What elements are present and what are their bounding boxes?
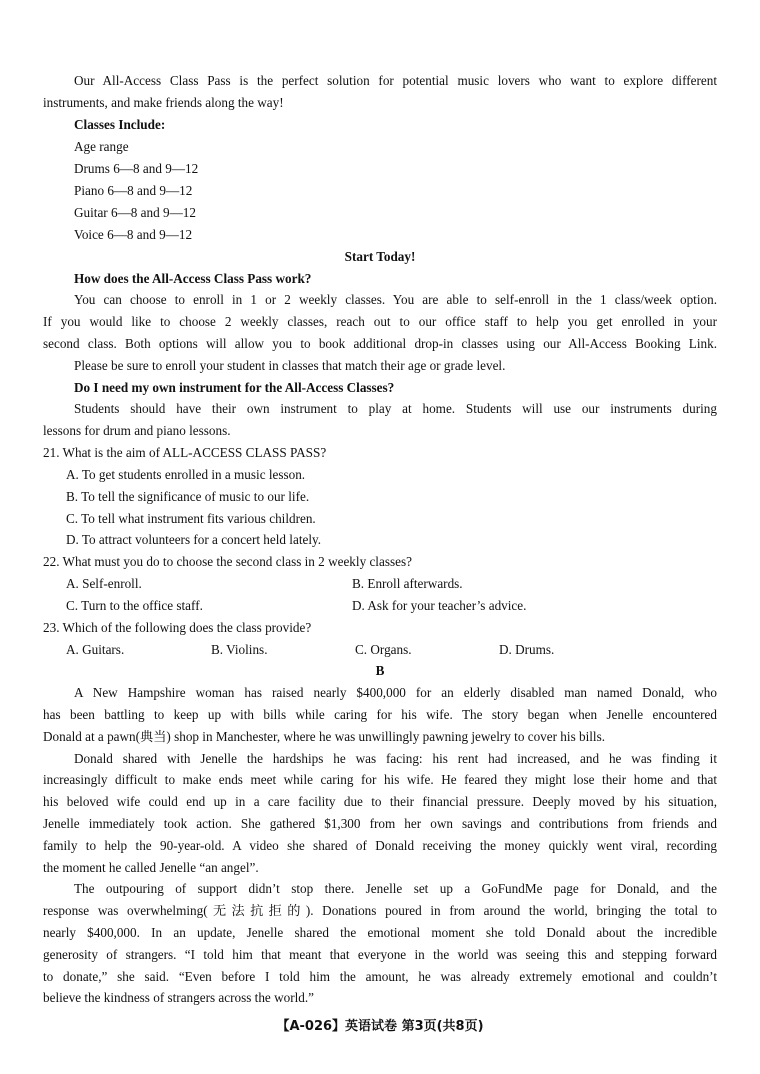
b-p3-line-6: believe the kindness of strangers across the world.” xyxy=(43,990,314,1005)
instrument-p-line-2: lessons for drum and piano lessons. xyxy=(43,423,231,438)
class-item-voice: Voice 6—8 and 9—12 xyxy=(74,227,193,242)
work-p1-line-1: You can choose to enroll in 1 or 2 weekly classes. You are able to self-enroll in the 1 class/week option. xyxy=(74,292,717,307)
q22-option-b: B. Enroll afterwards. xyxy=(352,576,463,591)
q23-stem: 23. Which of the following does the class provide? xyxy=(43,620,312,635)
intro-line-1: Our All-Access Class Pass is the perfect solution for potential music lovers who want to explore different xyxy=(74,73,717,88)
q21-option-c: C. To tell what instrument fits various children. xyxy=(66,511,316,526)
page-footer: 【A-026】英语试卷 第3页(共8页) xyxy=(276,1019,484,1034)
q23-option-b: B. Violins. xyxy=(211,642,268,657)
instrument-p-line-1: Students should have their own instrument to play at home. Students will use our instruments during xyxy=(74,401,717,416)
q23-option-c: C. Organs. xyxy=(355,642,412,657)
start-today-heading: Start Today! xyxy=(344,249,416,264)
class-item-drums: Drums 6—8 and 9—12 xyxy=(74,161,199,176)
age-range-label: Age range xyxy=(74,139,129,154)
b-p2-line-3: his beloved wife could end up in a care facility due to their financial pressure. Deeply moved by his situation, xyxy=(43,794,717,809)
q22-option-c: C. Turn to the office staff. xyxy=(66,598,203,613)
b-p2-line-2: increasingly difficult to make ends meet while caring for his wife. He feared they might lose their home and that xyxy=(43,772,717,787)
how-work-heading: How does the All-Access Class Pass work? xyxy=(74,271,312,286)
work-p1-line-2: If you would like to choose 2 weekly classes, reach out to our office staff to help you get enrolled in your xyxy=(43,314,717,329)
b-p3-line-2: response was overwhelming(无法抗拒的). Donations poured in from around the world, bringing the total to xyxy=(43,903,717,918)
b-p2-line-5: family to help the 90-year-old. A video she shared of Donald receiving the money quickly went viral, recording xyxy=(43,838,717,853)
instrument-heading: Do I need my own instrument for the All-Access Classes? xyxy=(74,380,395,395)
b-p3-line-5: to donate,” she said. “Even before I told him the amount, he was already extremely emotional and couldn’t xyxy=(43,969,717,984)
class-item-guitar: Guitar 6—8 and 9—12 xyxy=(74,205,196,220)
b-p1-line-2: has been battling to keep up with bills while caring for his wife. The story began when Jenelle encountered xyxy=(43,707,717,722)
b-p3-line-3: nearly $400,000. In an update, Jenelle shared the emotional moment she told Donald about the incredible xyxy=(43,925,717,940)
intro-line-2: instruments, and make friends along the way! xyxy=(43,95,284,110)
b-p1-line-1: A New Hampshire woman has raised nearly $400,000 for an elderly disabled man named Donald, who xyxy=(74,685,717,700)
b-p2-line-1: Donald shared with Jenelle the hardships he was facing: his rent had increased, and he was finding it xyxy=(74,751,717,766)
b-p3-line-4: generosity of strangers. “I told him that meant that everyone in the world was seeing this and stepping forward xyxy=(43,947,717,962)
q22-option-a: A. Self-enroll. xyxy=(66,576,142,591)
q22-stem: 22. What must you do to choose the second class in 2 weekly classes? xyxy=(43,554,412,569)
q21-option-b: B. To tell the significance of music to our life. xyxy=(66,489,310,504)
b-p1-line-3: Donald at a pawn(典当) shop in Manchester, where he was unwillingly pawning jewelry to cover his bills. xyxy=(43,729,606,744)
q22-option-d: D. Ask for your teacher’s advice. xyxy=(352,598,527,613)
b-p2-line-4: Jenelle immediately took action. She gathered $1,300 from her own savings and contributions from friends and xyxy=(43,816,717,831)
b-p2-line-6: the moment he called Jenelle “an angel”. xyxy=(43,860,259,875)
q23-option-a: A. Guitars. xyxy=(66,642,125,657)
classes-heading: Classes Include: xyxy=(74,117,166,132)
class-item-piano: Piano 6—8 and 9—12 xyxy=(74,183,193,198)
q21-stem: 21. What is the aim of ALL-ACCESS CLASS PASS? xyxy=(43,445,327,460)
q21-option-d: D. To attract volunteers for a concert held lately. xyxy=(66,532,322,547)
work-p2: Please be sure to enroll your student in classes that match their age or grade level. xyxy=(74,358,506,373)
q23-option-d: D. Drums. xyxy=(499,642,555,657)
work-p1-line-3: second class. Both options will allow you to book additional drop-in classes using our All-Access Booking Link. xyxy=(43,336,717,351)
q21-option-a: A. To get students enrolled in a music lesson. xyxy=(66,467,306,482)
passage-b-label: B xyxy=(375,663,385,678)
b-p3-line-1: The outpouring of support didn’t stop there. Jenelle set up a GoFundMe page for Donald, and the xyxy=(74,881,717,896)
